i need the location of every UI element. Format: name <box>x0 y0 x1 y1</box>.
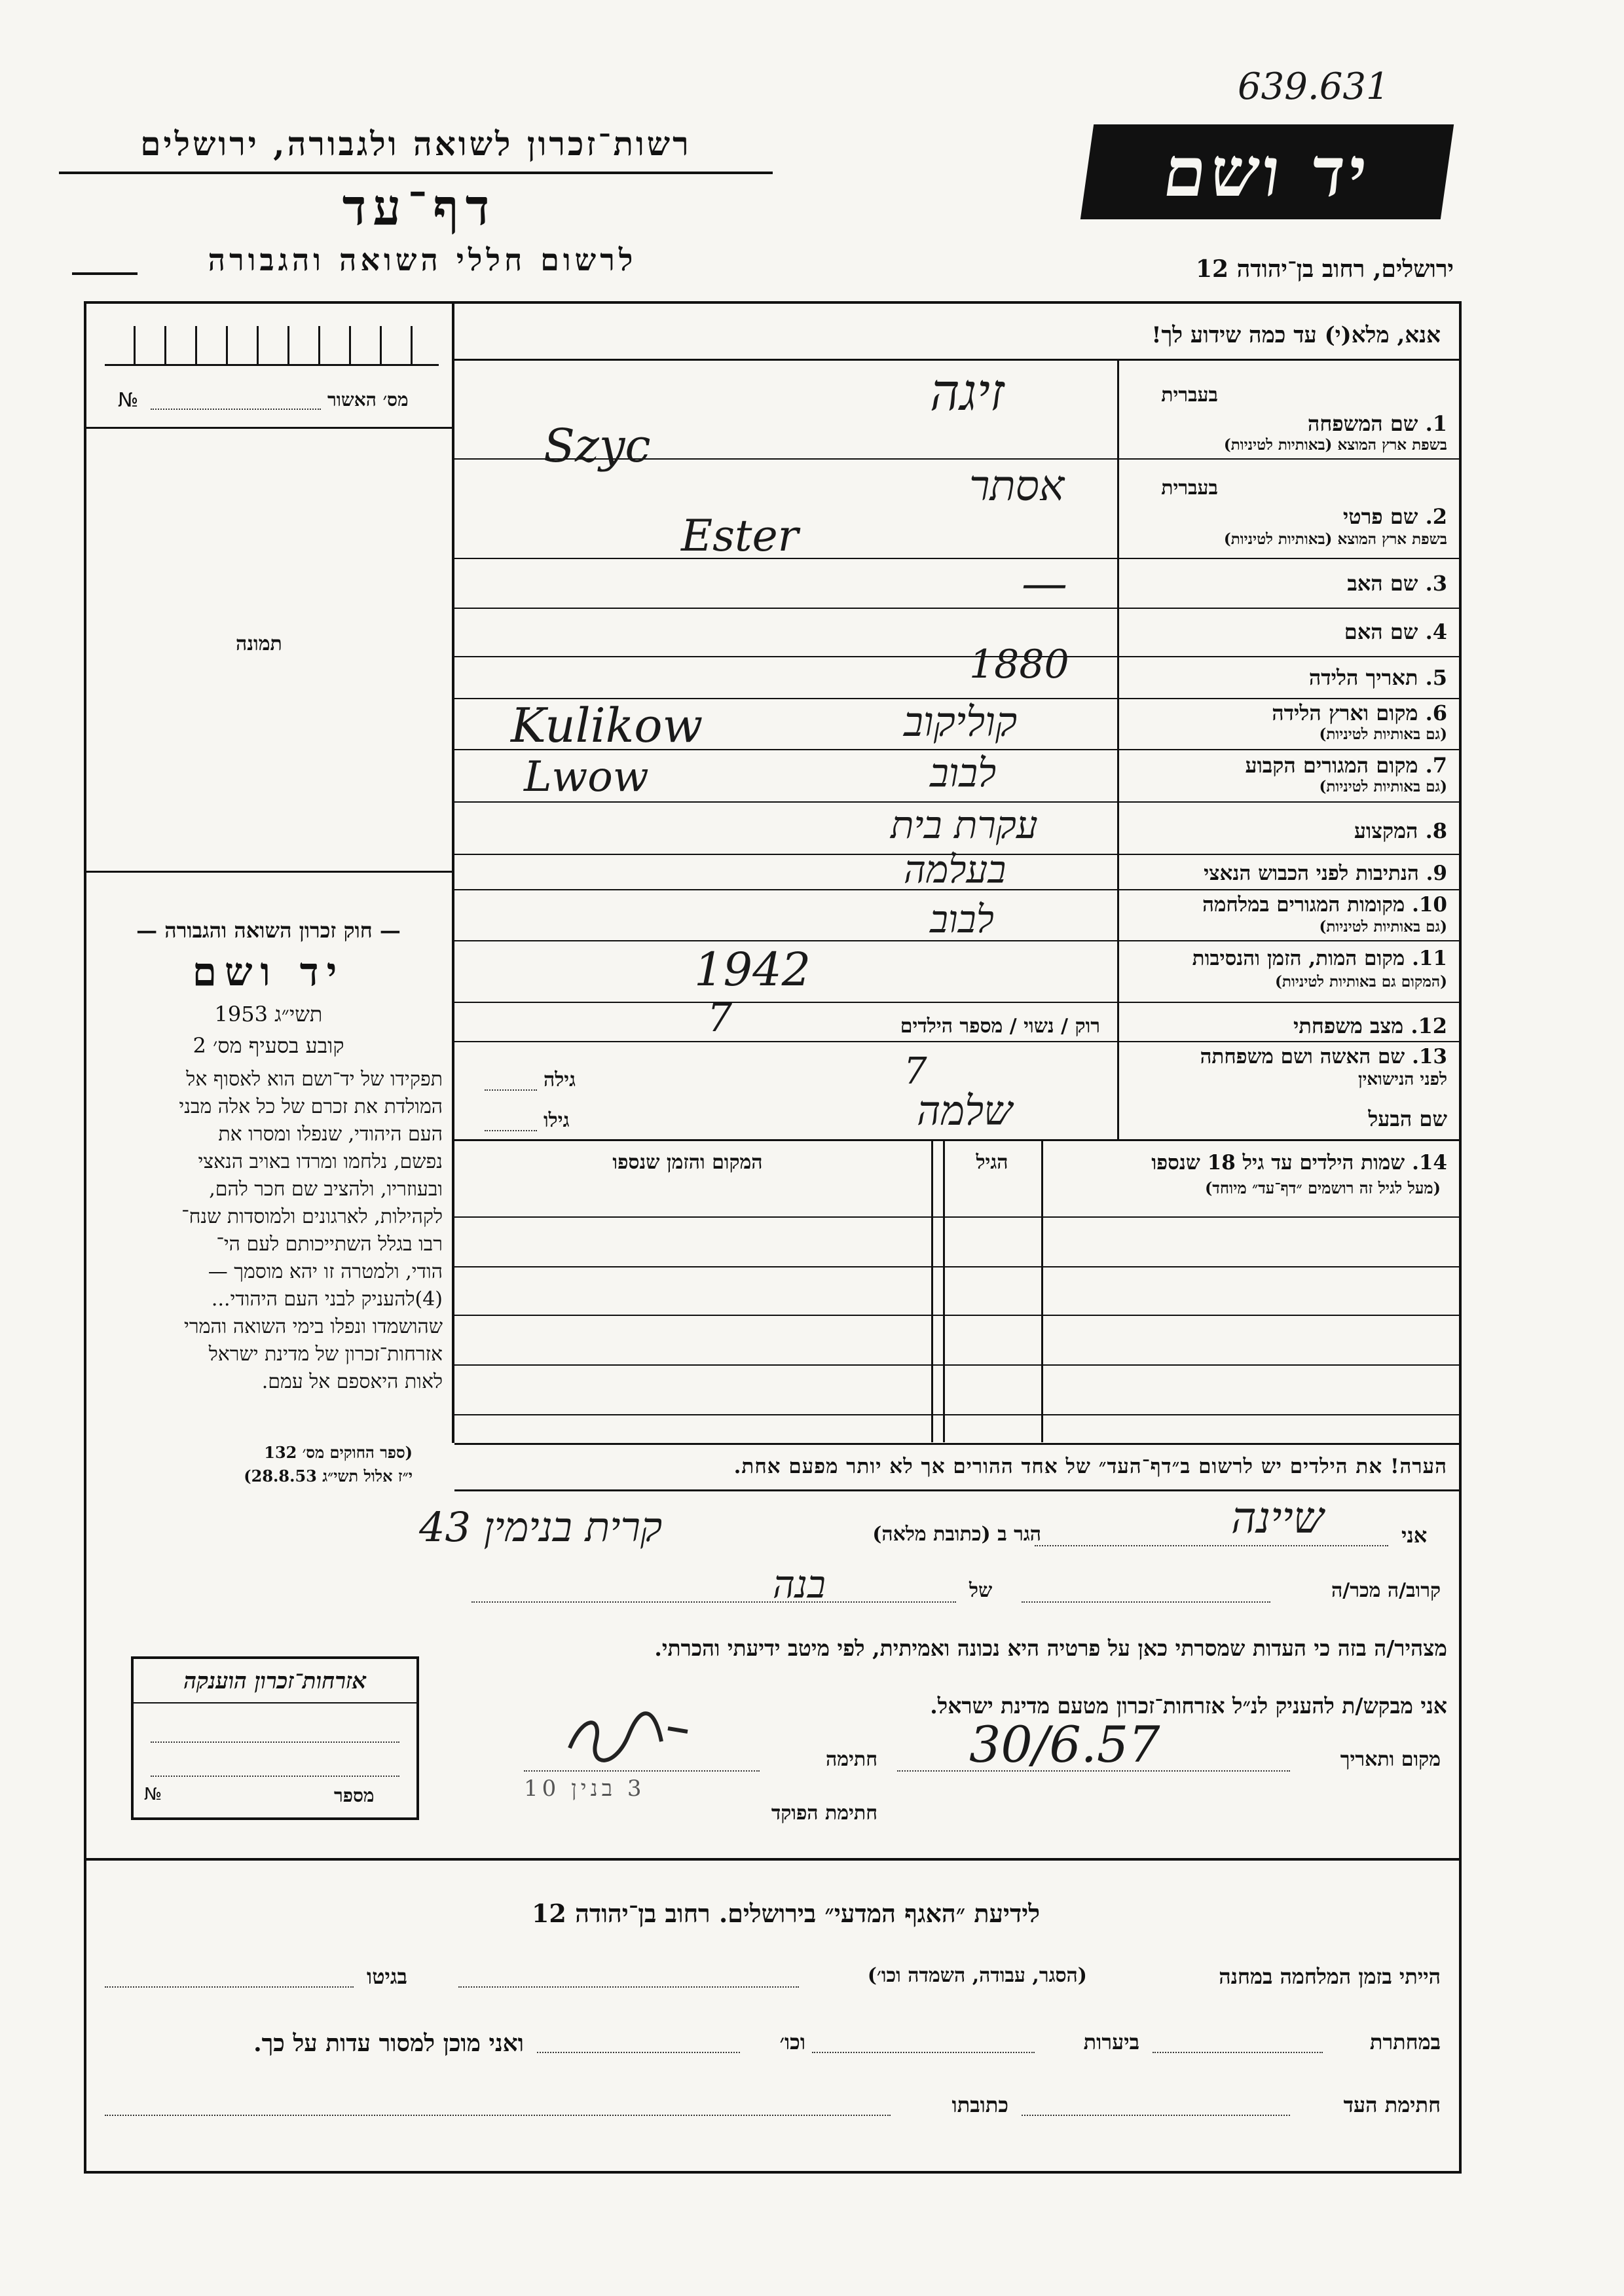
law-body-line: ובעוזריו, ולהציב שם חכר להם, <box>209 1178 443 1201</box>
field13-num: 13. <box>1412 1045 1447 1068</box>
row-rule <box>454 1002 1459 1003</box>
citizenship-rule <box>134 1702 416 1704</box>
field8-value-he: עקרת בית <box>891 803 1038 847</box>
bottom-line2-a: במחתרת <box>1369 2030 1441 2054</box>
children-col-age: הגיל <box>976 1151 1008 1174</box>
law-body-line: (4)להעניק לבני העם היהודי... <box>211 1288 443 1311</box>
field7-value-he: לבוב <box>930 750 997 796</box>
bottom-line3-b: כתובתו <box>951 2092 1008 2117</box>
note-text: הערה! את הילדים יש לרשום ב״דף־העד״ של אחד ההורים אך לא יותר מפעם אחת. <box>733 1455 1447 1478</box>
bottom-title: לידיעת ״האגף המדעי״ בירושלים. רחוב בן־יהודה 12 <box>531 1899 1041 1928</box>
field1-value-he: זיגה <box>930 363 1005 422</box>
children-col-place: המקום והזמן שנספו <box>612 1151 763 1174</box>
field12-value-he: 7 <box>707 995 733 1041</box>
decl-place-date-label: מקום ותאריך <box>1340 1748 1441 1771</box>
husband-age-dots <box>485 1130 537 1131</box>
field3-num: 3. <box>1425 571 1447 596</box>
bottom-line2-dots2 <box>812 2052 1035 2053</box>
signature-mark <box>563 1702 694 1777</box>
signature-scribble <box>563 1702 694 1774</box>
field4-num: 4. <box>1425 619 1447 644</box>
bottom-line1-dots <box>458 1986 799 1988</box>
decl-address: קרית בנימין 43 <box>419 1503 663 1551</box>
law-body-line: המולדת את זכרם של כל אלה מבני <box>179 1095 443 1118</box>
decl-signature-label: חתימה <box>826 1748 877 1771</box>
field10-num: 10. <box>1412 893 1447 917</box>
authority-title: רשות־זכרון לשואה ולגבורה, ירושלים <box>140 124 692 163</box>
field12-label-text: מצב משפחתי <box>1293 1013 1404 1038</box>
citizenship-dots <box>151 1741 399 1743</box>
field5-label-text: תאריך הלידה <box>1308 665 1418 690</box>
field11-label <box>1126 947 1447 970</box>
decl-name: שיינה <box>1231 1493 1324 1543</box>
decl-relative-label: קרוב/ה מכר/ה <box>1331 1579 1441 1602</box>
decl-relative-dots <box>1022 1601 1270 1603</box>
field10-label <box>1126 893 1447 917</box>
field2-latin-note: בשפת ארץ המוצא (באותיות לטיניות) <box>1223 530 1447 548</box>
husband-value-he: שלמה <box>917 1087 1012 1135</box>
children-num: 14. <box>1412 1151 1447 1175</box>
decl-stamp: 3 בנין 10 <box>524 1776 646 1802</box>
bottom-line3-dots2 <box>105 2115 891 2116</box>
field2-label-text: שם פרטי <box>1342 504 1418 529</box>
field1-label <box>1126 411 1447 436</box>
decl-ani: אני <box>1401 1523 1428 1548</box>
bottom-line1-b: (הסגר, עבודה, השמדה וכו׳) <box>867 1964 1087 1987</box>
photo-label: תמונה <box>236 632 282 655</box>
bottom-line2-dots <box>1153 2052 1323 2053</box>
decl-of-dots <box>471 1601 956 1603</box>
field12-status-options: רוק / נשוי / מספר הילדים <box>900 1015 1100 1038</box>
field5-value-he: 1880 <box>969 642 1069 687</box>
field2-label <box>1126 504 1447 529</box>
row-rule <box>454 656 1459 657</box>
field6-latin-note: (גם באותיות לטיניות) <box>1319 725 1447 743</box>
row-rule <box>454 608 1459 609</box>
field1-num: 1. <box>1425 411 1447 436</box>
law-line1: — חוק זכרון השואה והגבורה — <box>136 918 401 943</box>
field2-value-he: אסתר <box>969 462 1065 511</box>
decl-gar-label: הגר ב (כתובת מלאה) <box>872 1523 1041 1546</box>
field1-value-latin: Szyc <box>544 419 651 473</box>
authority-underline <box>59 172 773 174</box>
field13-label-text: שם האשה ושם משפחתה <box>1200 1045 1405 1068</box>
children-label <box>1048 1151 1447 1175</box>
decl-relation: בנה <box>773 1562 826 1607</box>
children-col-divider <box>931 1141 933 1442</box>
children-col-divider <box>943 1141 945 1442</box>
children-header-rule <box>454 1216 1459 1218</box>
husband-age-label: גילו <box>544 1109 570 1132</box>
law-body-line: לאות היאספם אל עמם. <box>261 1370 443 1393</box>
law-body-line: העם היהודי, שנפלו ומסרו את <box>218 1123 443 1146</box>
citizenship-title: אזרחות־זכרון הוענקה <box>183 1668 367 1694</box>
field1-hebrew-tag: בעברית <box>1161 384 1218 407</box>
field7-num: 7. <box>1425 753 1447 778</box>
bottom-line2-dots3 <box>537 2052 740 2053</box>
field8-num: 8. <box>1425 818 1447 843</box>
tick-strip <box>105 326 439 366</box>
law-body <box>97 1066 443 1396</box>
bottom-line1-c: בגיטו <box>367 1964 407 1989</box>
field2-num: 2. <box>1425 504 1447 529</box>
bottom-line3-a: חתימת העד <box>1343 2092 1441 2117</box>
husband-label: שם הבעל <box>1368 1106 1447 1131</box>
bottom-line2-d: ואני מוכן למסור עדות על כך. <box>253 2030 524 2057</box>
field10-label-text: מקומות המגורים במלחמה <box>1202 893 1405 917</box>
field13-label <box>1126 1045 1447 1068</box>
citizenship-no: № <box>144 1785 162 1804</box>
law-clause: קובע בסעיף מס׳ 2 <box>193 1033 344 1058</box>
form-subtitle: לרשום חללי השואה והגבורה <box>208 242 637 278</box>
field13-age-dots <box>485 1089 537 1091</box>
logo-text: יד ושם <box>1158 132 1376 212</box>
intro-rule <box>454 359 1459 361</box>
field6-value-latin: Kulikow <box>511 698 703 753</box>
field3-label-text: שם האב <box>1347 571 1418 596</box>
field3-value-he: — <box>1022 556 1067 610</box>
decl-of: של <box>969 1579 993 1602</box>
form-intro: אנא, מלא(י) עד כמה שידוע לך! <box>1151 322 1441 348</box>
decl-officer-label: חתימת הפוקד <box>771 1802 877 1825</box>
field6-label <box>1126 701 1447 725</box>
decl-name-dots <box>1035 1545 1388 1546</box>
law-body-line: נפשם, נלחמו ומרדו באויב הנאצי <box>198 1150 443 1173</box>
children-sub: (מעל לגיל זה רושמים ״דף־עד״ מיוחד) <box>1204 1178 1441 1197</box>
field6-value-he: קוליקוב <box>904 698 1018 746</box>
law-source2: י״ז אלול תשי״ג 28.8.53) <box>244 1467 413 1485</box>
row-rule <box>454 1041 1459 1042</box>
field8-label <box>1126 818 1447 843</box>
children-row-rule <box>454 1315 1459 1316</box>
field13-age-label: גילה <box>544 1068 576 1091</box>
archive-number: 639.631 <box>1238 65 1390 108</box>
children-col-divider <box>1041 1141 1043 1442</box>
bottom-line2-c: וכו׳ <box>779 2030 805 2054</box>
field6-num: 6. <box>1425 701 1447 725</box>
field7-latin-note: (גם באותיות לטיניות) <box>1319 778 1447 795</box>
law-source1: (ספר החוקים מס׳ 132 <box>264 1443 413 1462</box>
field2-hebrew-tag: בעברית <box>1161 477 1218 500</box>
bottom-rule <box>84 1858 1462 1861</box>
approval-rule <box>85 427 453 429</box>
law-body-line: רבו בגלל השתייכותם לעם הי־ <box>216 1233 443 1256</box>
law-title: יד ושם <box>192 949 345 995</box>
subtitle-dash <box>72 272 138 275</box>
field12-num: 12. <box>1411 1013 1447 1038</box>
field4-label <box>1126 619 1447 644</box>
field1-latin-note: בשפת ארץ המוצא (באותיות לטיניות) <box>1223 436 1447 454</box>
field9-num: 9. <box>1426 862 1447 885</box>
children-label-text: שמות הילדים עד גיל 18 שנספו <box>1151 1151 1405 1175</box>
field9-label-text: הנתיבות לפני הכבוש הנאצי <box>1204 862 1419 885</box>
field6-label-text: מקום וארץ הלידה <box>1272 701 1418 725</box>
field13-value-he: 7 <box>904 1050 927 1093</box>
field10-latin-note: (גם באותיות לטיניות) <box>1319 918 1447 936</box>
bottom-line3-dots <box>1022 2115 1290 2116</box>
children-row-rule <box>454 1414 1459 1415</box>
bottom-line1-a: הייתי בזמן המלחמה במחנה <box>1219 1964 1441 1989</box>
approval-dots <box>151 409 321 410</box>
field9-value-he: בעלמה <box>904 847 1006 892</box>
field4-label-text: שם האם <box>1344 619 1418 644</box>
field11-num: 11. <box>1412 947 1447 970</box>
decl-declare: מצהיר/ה בזה כי העדות שמסרתי כאן על פרטיה היא נכונה ואמיתית, לפי מיטב ידיעתי והכרתי. <box>654 1635 1447 1661</box>
citizenship-dots <box>151 1776 399 1777</box>
law-body-line: הודי, ולמטרה זו יהא מוסמך — <box>208 1260 443 1283</box>
form-title: דף־עד <box>342 178 496 236</box>
citizenship-number-label: מספר <box>334 1785 375 1806</box>
decl-place-date: 30/6.57 <box>969 1715 1160 1774</box>
row-rule <box>454 558 1459 559</box>
field5-label <box>1126 665 1447 690</box>
law-year: תשי״ג 1953 <box>214 1002 323 1027</box>
bottom-line2-b: ביערות <box>1083 2030 1139 2054</box>
field3-label <box>1126 571 1447 596</box>
field7-label <box>1126 753 1447 778</box>
field7-label-text: מקום המגורים הקבוע <box>1245 753 1418 778</box>
children-row-rule <box>454 1364 1459 1366</box>
field1-label-text: שם המשפחה <box>1307 411 1418 436</box>
children-row-rule <box>454 1266 1459 1267</box>
field2-value-latin: Ester <box>681 511 799 561</box>
field10-value-he: לבוב <box>930 897 994 941</box>
law-body-line: תפקידו של יד־ושם הוא לאסוף אל <box>186 1068 443 1091</box>
bottom-line1-dots2 <box>105 1986 354 1988</box>
law-body-line: אזרחות־זכרון של מדינת ישראל <box>208 1343 443 1366</box>
law-body-line: שהושמדו ונפלו בימי השואה והמרי <box>183 1315 443 1338</box>
field9-label <box>1126 862 1447 885</box>
field5-num: 5. <box>1425 665 1447 690</box>
field11-value-he: 1942 <box>694 943 811 996</box>
yad-vashem-logo <box>1080 124 1454 219</box>
field13-sub: לפני הנישואין <box>1357 1070 1447 1089</box>
law-body-line: לקהילות, לארגונים ולמוסדות שנח־ <box>181 1205 443 1228</box>
field12-label <box>1126 1013 1447 1038</box>
field8-label-text: המקצוע <box>1354 818 1418 843</box>
field11-label-text: מקום המות, הזמן והנסיבות <box>1192 947 1405 970</box>
field11-latin-note: (המקום גם באותיות לטיניות) <box>1275 973 1447 991</box>
field7-value-latin: Lwow <box>524 753 649 801</box>
header-address: ירושלים, רחוב בן־יהודה 12 <box>1195 255 1454 283</box>
decl-request: אני מבקש/ת להעניק לנ״ל אזרחות־זכרון מטעם מדינת ישראל. <box>930 1693 1447 1719</box>
photo-rule <box>85 871 453 873</box>
approval-no: № <box>118 389 139 412</box>
approval-label: מס׳ האשור <box>327 389 409 410</box>
